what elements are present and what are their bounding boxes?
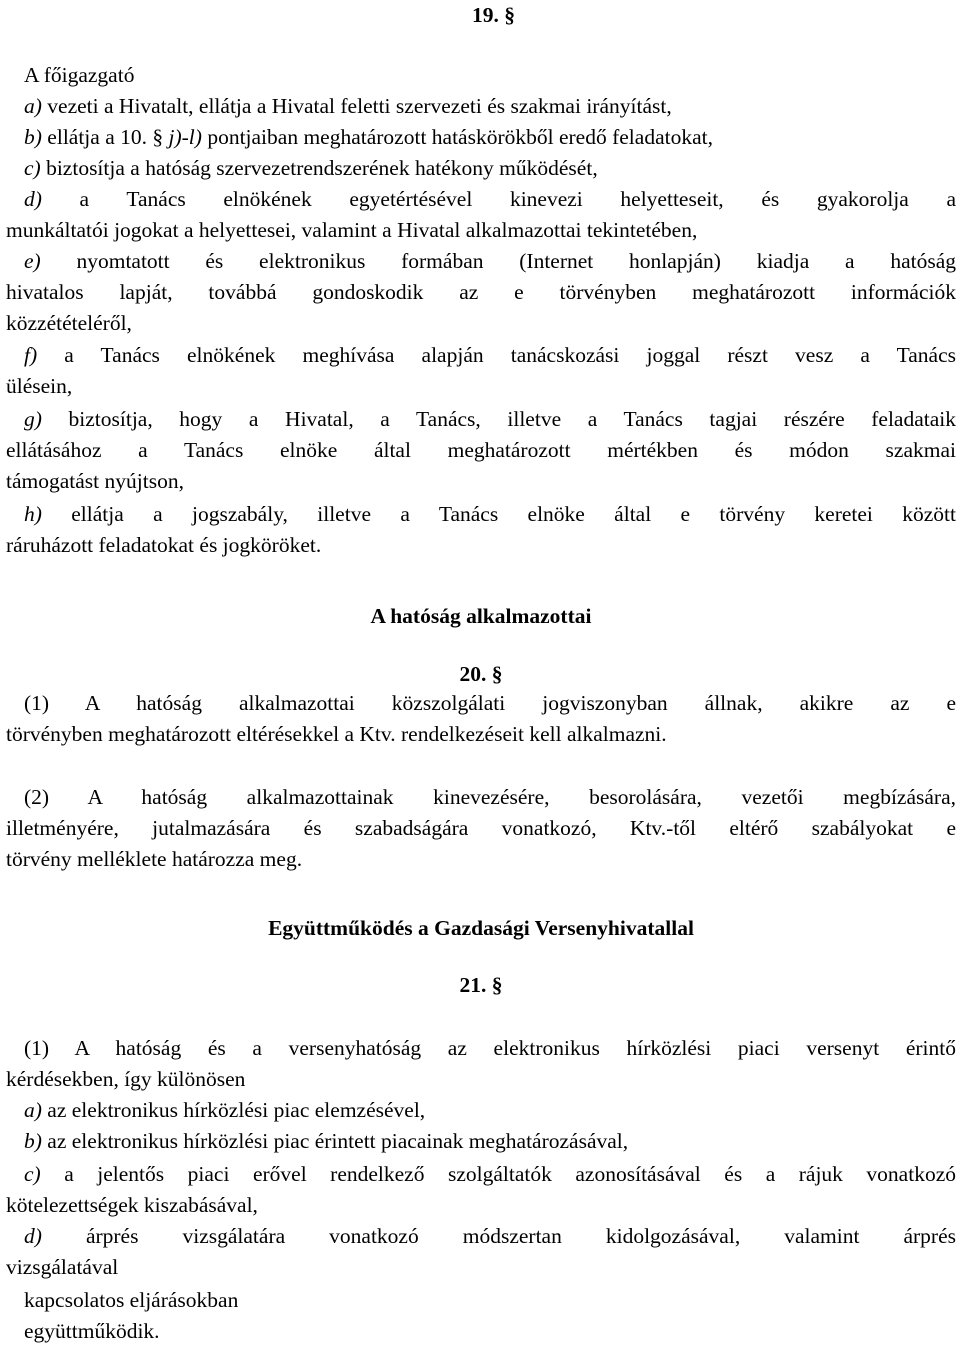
section-19-line-9: f) a Tanács elnökének meghívása alapján tanácskozási joggal részt vesz a Tanács bbox=[24, 343, 956, 367]
heading-employees: A hatóság alkalmazottai bbox=[370, 604, 592, 628]
heading-cooperation: Együttműködés a Gazdasági Versenyhivatallal bbox=[268, 916, 694, 940]
section-20-line-2: (2) A hatóság alkalmazottainak kinevezésére, besorolására, vezetői megbízására, bbox=[24, 785, 956, 809]
section-21-line-7: vizsgálatával bbox=[6, 1255, 119, 1279]
section-19-line-6: e) nyomtatott és elektronikus formában (Internet honlapján) kiadja a hatóság bbox=[24, 249, 956, 273]
section-20-line-4: törvény melléklete határozza meg. bbox=[6, 847, 303, 871]
section-20-line-0: (1) A hatóság alkalmazottai közszolgálati jogviszonyban állnak, akikre az e bbox=[24, 691, 956, 715]
section-21-heading: 21. § bbox=[459, 973, 503, 997]
section-19-line-15: ráruházott feladatokat és jogköröket. bbox=[6, 533, 322, 557]
section-19-line-10: ülésein, bbox=[6, 374, 73, 398]
section-19-line-14: h) ellátja a jogszabály, illetve a Tanács elnöke által e törvény keretei között bbox=[24, 502, 956, 526]
section-21-line-5: kötelezettségek kiszabásával, bbox=[6, 1193, 258, 1217]
section-21-line-9: együttműködik. bbox=[24, 1319, 160, 1343]
section-19-line-7: hivatalos lapját, továbbá gondoskodik az e törvényben meghatározott információk bbox=[6, 280, 956, 304]
section-21-line-6: d) árprés vizsgálatára vonatkozó módszertan kidolgozásával, valamint árprés bbox=[24, 1224, 956, 1248]
section-21-line-2: a) az elektronikus hírközlési piac elemzésével, bbox=[24, 1098, 426, 1122]
section-21-line-0: (1) A hatóság és a versenyhatóság az elektronikus hírközlési piaci versenyt érintő bbox=[24, 1036, 956, 1060]
section-19-line-13: támogatást nyújtson, bbox=[6, 469, 184, 493]
section-19-line-8: közzétételéről, bbox=[6, 311, 132, 335]
section-19-heading: 19. § bbox=[472, 3, 515, 27]
section-19-line-11: g) biztosítja, hogy a Hivatal, a Tanács, illetve a Tanács tagjai részére feladataik bbox=[24, 407, 956, 431]
section-21-line-8: kapcsolatos eljárásokban bbox=[24, 1288, 239, 1312]
section-19-line-0: A főigazgató bbox=[24, 63, 135, 87]
section-21-line-3: b) az elektronikus hírközlési piac érintett piacainak meghatározásával, bbox=[24, 1129, 629, 1153]
section-20-line-1: törvényben meghatározott eltérésekkel a Ktv. rendelkezéseit kell alkalmazni. bbox=[6, 722, 667, 746]
section-19-line-2: b) ellátja a 10. § j)-l) pontjaiban meghatározott hatáskörökből eredő feladatokat, bbox=[24, 125, 713, 149]
section-19-line-5: munkáltatói jogokat a helyettesei, valamint a Hivatal alkalmazottai tekintetében, bbox=[6, 218, 698, 242]
section-19-line-3: c) biztosítja a hatóság szervezetrendszerének hatékony működését, bbox=[24, 156, 598, 180]
section-19-line-4: d) a Tanács elnökének egyetértésével kinevezi helyetteseit, és gyakorolja a bbox=[24, 187, 956, 211]
section-21-line-1: kérdésekben, így különösen bbox=[6, 1067, 246, 1091]
section-19-line-1: a) vezeti a Hivatalt, ellátja a Hivatal feletti szervezeti és szakmai irányítást, bbox=[24, 94, 672, 118]
section-20-line-3: illetményére, jutalmazására és szabadságára vonatkozó, Ktv.-től eltérő szabályokat e bbox=[6, 816, 956, 840]
section-19-line-12: ellátásához a Tanács elnöke által meghatározott mértékben és módon szakmai bbox=[6, 438, 956, 462]
section-20-heading: 20. § bbox=[459, 662, 503, 686]
section-21-line-4: c) a jelentős piaci erővel rendelkező szolgáltatók azonosításával és a rájuk vonatkozó bbox=[24, 1162, 956, 1186]
